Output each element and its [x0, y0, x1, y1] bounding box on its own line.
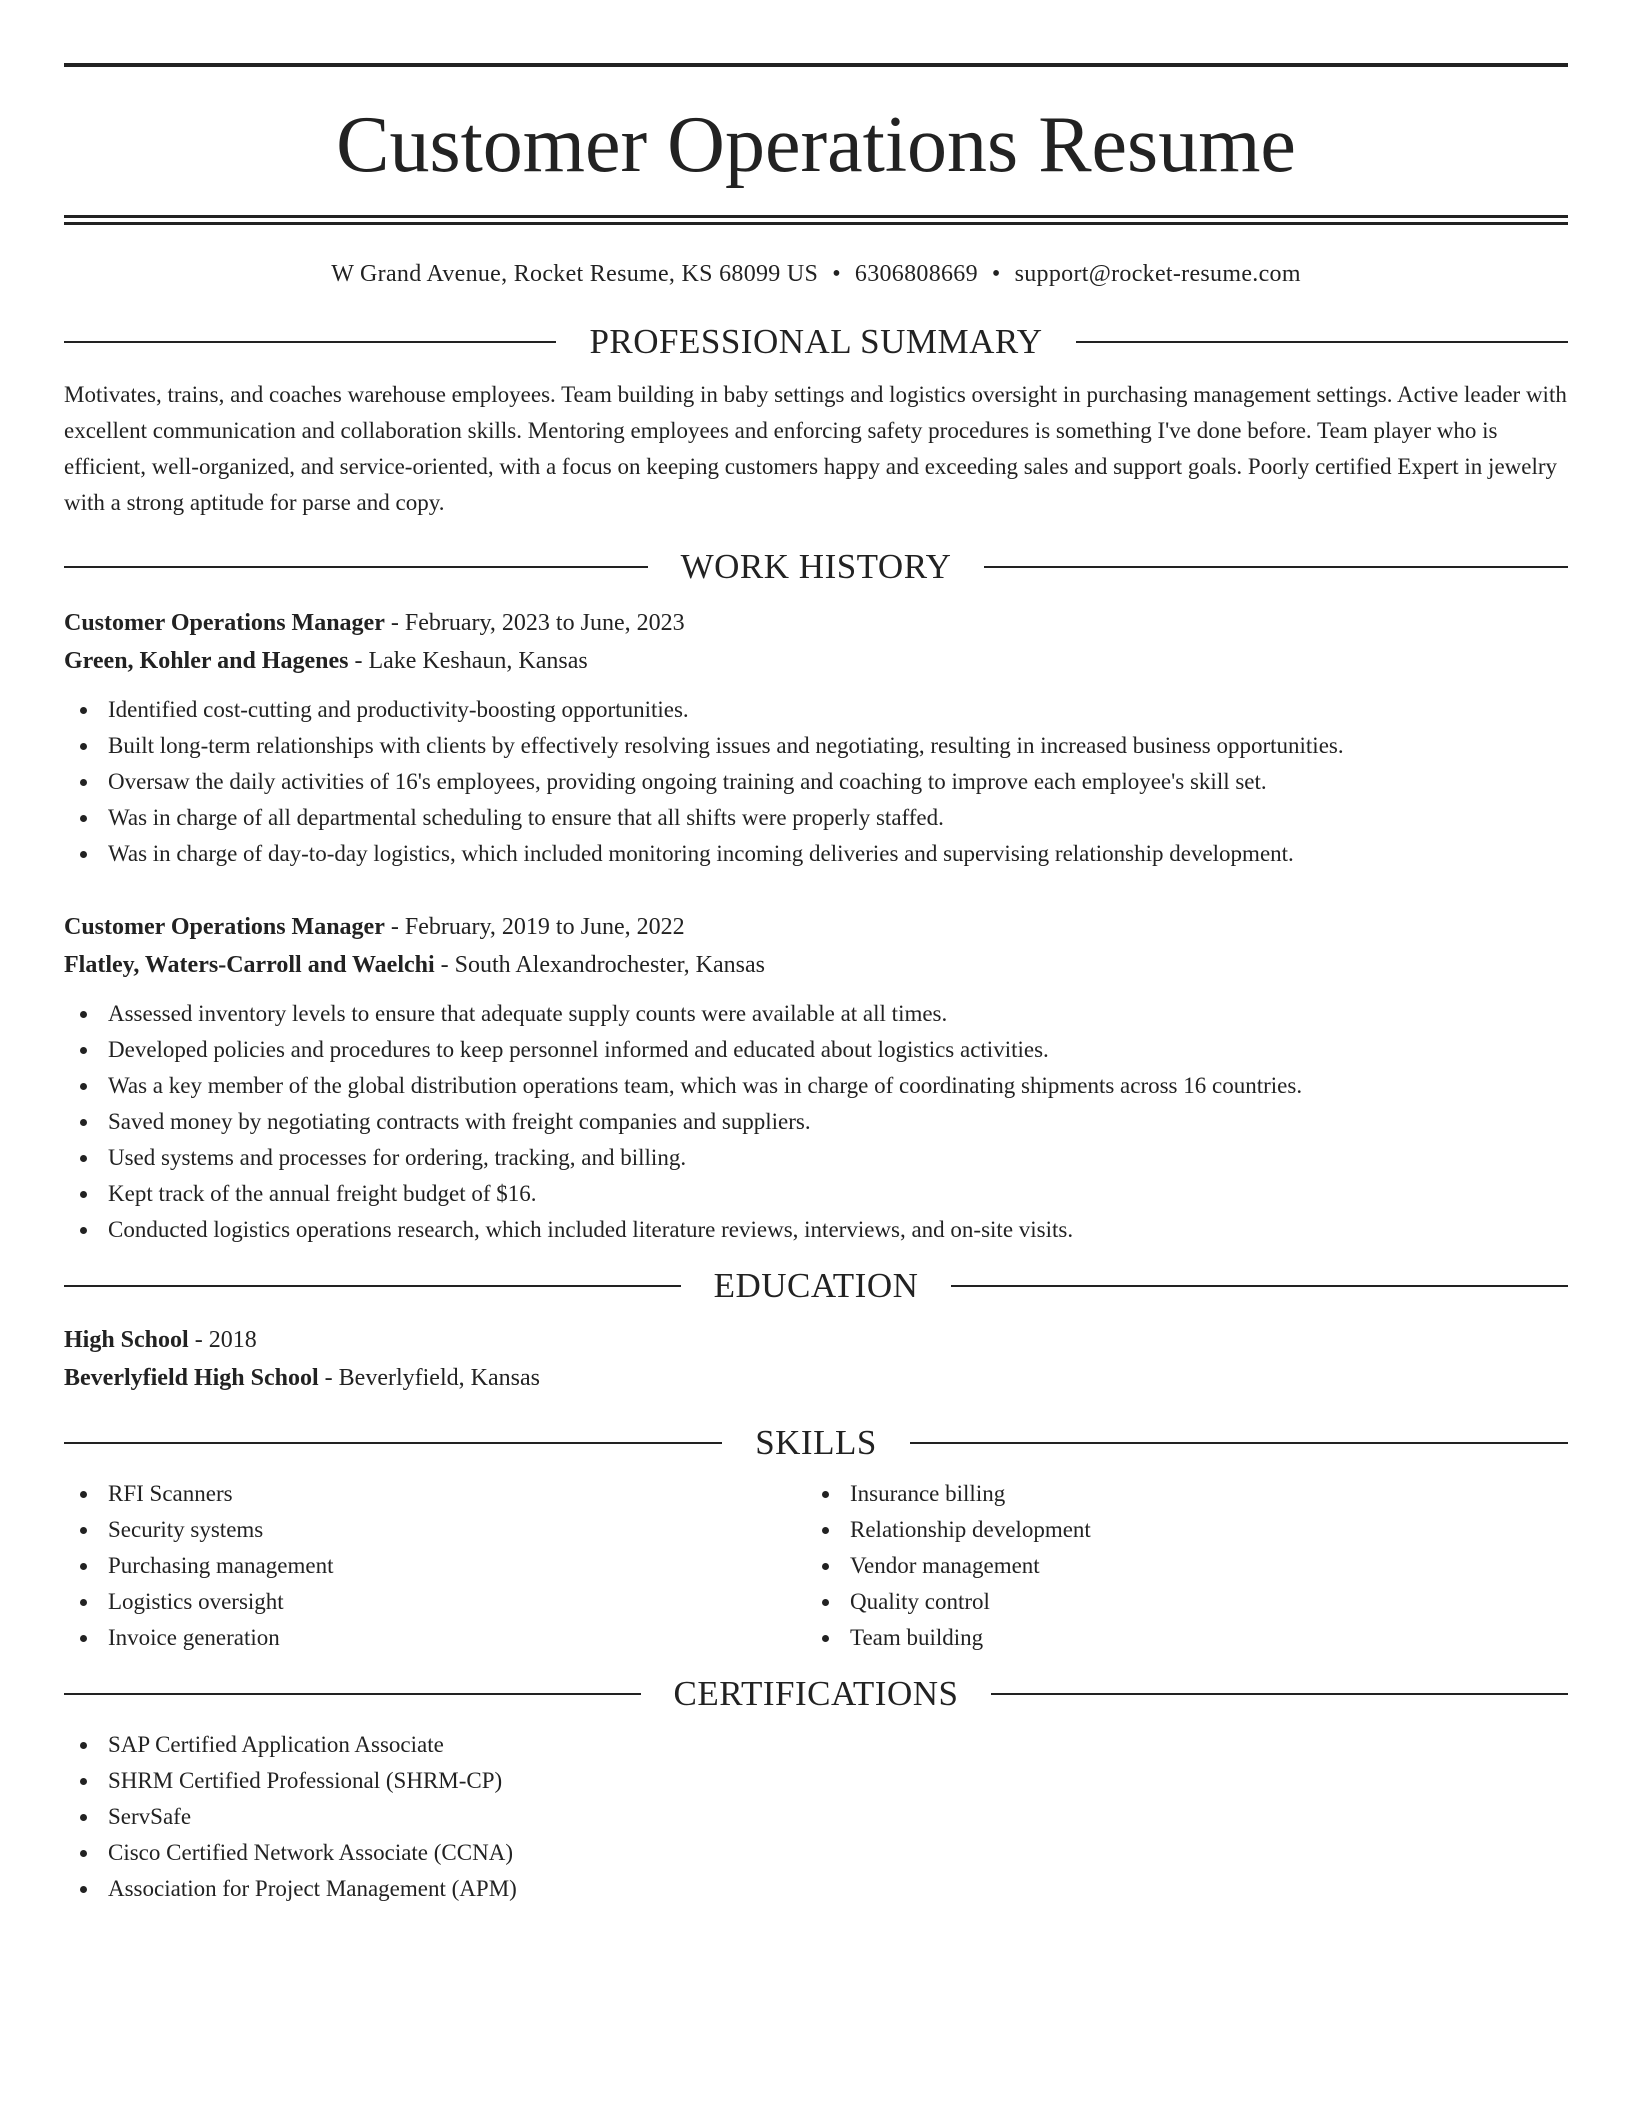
heading-rule: [910, 1442, 1568, 1444]
list-item: ServSafe: [64, 1799, 1568, 1835]
section-title: PROFESSIONAL SUMMARY: [589, 322, 1043, 361]
page-title: Customer Operations Resume: [336, 101, 1296, 189]
section-heading-skills: [64, 1425, 1568, 1460]
job-location: - South Alexandrochester, Kansas: [434, 952, 765, 978]
contact-address: W Grand Avenue, Rocket Resume, KS 68099 US: [331, 261, 819, 287]
list-item: SHRM Certified Professional (SHRM-CP): [64, 1763, 1568, 1799]
list-item: Team building: [806, 1620, 1548, 1656]
job-location: - Lake Keshaun, Kansas: [348, 648, 588, 674]
list-item: Kept track of the annual freight budget of $16.: [64, 1176, 1568, 1212]
contact-separator: •: [832, 261, 841, 287]
list-item: Vendor management: [806, 1548, 1548, 1584]
list-item: Purchasing management: [64, 1548, 806, 1584]
heading-rule: [64, 1285, 681, 1287]
section-heading-summary: [64, 324, 1568, 359]
job-entry: [64, 604, 1568, 872]
summary-text: Motivates, trains, and coaches warehouse employees. Team building in baby settings and logistics oversight in purchasing management settings. Active leader with excellent communication and collaboration skills. Mentoring employees and enforcing safety procedures is something I've done before. Team player who is efficient, well-organized, and service-oriented, with a focus on keeping customers happy and exceeding sales and support goals. Poorly certified Expert in jewelry with a strong aptitude for parse and copy.: [64, 382, 1567, 515]
list-item: Association for Project Management (APM): [64, 1871, 1568, 1907]
section-title: WORK HISTORY: [680, 547, 952, 586]
education-location: - Beverlyfield, Kansas: [318, 1365, 540, 1391]
education-degree: High School: [64, 1327, 189, 1353]
list-item: Security systems: [64, 1512, 806, 1548]
section-title: EDUCATION: [713, 1266, 919, 1305]
heading-rule: [64, 1693, 641, 1695]
list-item: Was a key member of the global distribution operations team, which was in charge of coordinating shipments across 16 countries.: [64, 1068, 1568, 1104]
top-rule: [64, 63, 1568, 67]
list-item: SAP Certified Application Associate: [64, 1727, 1568, 1763]
heading-rule: [991, 1693, 1568, 1695]
education-school-line: [64, 1359, 1568, 1397]
list-item: Insurance billing: [806, 1476, 1548, 1512]
heading-rule: [951, 1285, 1568, 1287]
job-bullets: [64, 996, 1568, 1248]
list-item: Conducted logistics operations research, which included literature reviews, interviews, and on-site visits.: [64, 1212, 1568, 1248]
list-item: Was in charge of all departmental scheduling to ensure that all shifts were properly staffed.: [64, 800, 1568, 836]
education-year: - 2018: [188, 1327, 257, 1353]
education-school: Beverlyfield High School: [64, 1365, 319, 1391]
heading-rule: [984, 566, 1568, 568]
job-title-line: [64, 604, 1568, 642]
skills-grid: [64, 1476, 1568, 1656]
heading-rule: [64, 341, 556, 343]
list-item: Used systems and processes for ordering, tracking, and billing.: [64, 1140, 1568, 1176]
list-item: Saved money by negotiating contracts with freight companies and suppliers.: [64, 1104, 1568, 1140]
list-item: Identified cost-cutting and productivity-boosting opportunities.: [64, 692, 1568, 728]
job-company-line: [64, 946, 1568, 984]
list-item: Logistics oversight: [64, 1584, 806, 1620]
job-company-line: [64, 642, 1568, 680]
contact-line: [64, 261, 1568, 288]
job-bullets: [64, 692, 1568, 872]
skills-column-left: [64, 1476, 806, 1656]
list-item: Cisco Certified Network Associate (CCNA): [64, 1835, 1568, 1871]
job-dates: - February, 2023 to June, 2023: [384, 610, 685, 636]
job-title-line: [64, 908, 1568, 946]
job-title: Customer Operations Manager: [64, 610, 385, 636]
section-heading-education: [64, 1268, 1568, 1303]
contact-separator: •: [991, 261, 1001, 287]
skills-column-right: [806, 1476, 1548, 1656]
resume-page: [64, 0, 1568, 1907]
title-double-rule: [64, 215, 1568, 225]
section-title: CERTIFICATIONS: [673, 1674, 959, 1713]
list-item: Built long-term relationships with clients by effectively resolving issues and negotiating, resulting in increased business opportunities.: [64, 728, 1568, 764]
heading-rule: [1076, 341, 1568, 343]
job-title: Customer Operations Manager: [64, 914, 385, 940]
contact-phone: 6306808669: [854, 261, 978, 287]
heading-rule: [64, 1442, 722, 1444]
job-company: Green, Kohler and Hagenes: [64, 648, 349, 674]
section-title: SKILLS: [755, 1423, 877, 1462]
section-heading-certifications: [64, 1676, 1568, 1711]
education-degree-line: [64, 1321, 1568, 1359]
list-item: Quality control: [806, 1584, 1548, 1620]
list-item: RFI Scanners: [64, 1476, 806, 1512]
section-heading-work: [64, 549, 1568, 584]
education-entry: [64, 1321, 1568, 1397]
job-company: Flatley, Waters-Carroll and Waelchi: [64, 952, 435, 978]
heading-rule: [64, 566, 648, 568]
contact-email[interactable]: support@rocket-resume.com: [1014, 261, 1301, 287]
list-item: Developed policies and procedures to keep personnel informed and educated about logistics activities.: [64, 1032, 1568, 1068]
certifications-list: [64, 1727, 1568, 1907]
list-item: Relationship development: [806, 1512, 1548, 1548]
job-entry: [64, 908, 1568, 1248]
list-item: Invoice generation: [64, 1620, 806, 1656]
list-item: Was in charge of day-to-day logistics, which included monitoring incoming deliveries and supervising relationship development.: [64, 836, 1568, 872]
job-dates: - February, 2019 to June, 2022: [384, 914, 685, 940]
list-item: Oversaw the daily activities of 16's employees, providing ongoing training and coaching to improve each employee's skill set.: [64, 764, 1568, 800]
list-item: Assessed inventory levels to ensure that adequate supply counts were available at all times.: [64, 996, 1568, 1032]
